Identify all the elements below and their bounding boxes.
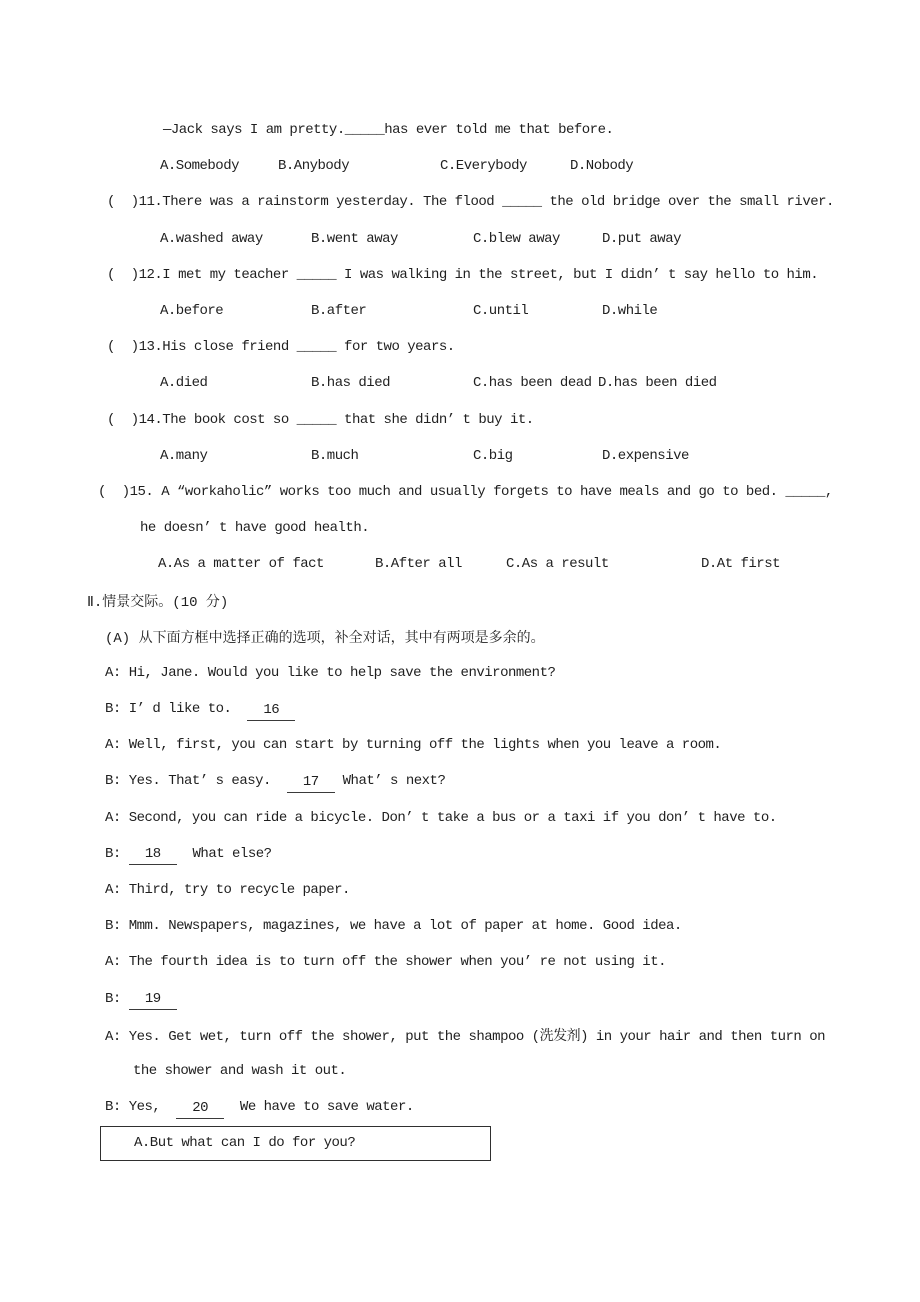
dialogue-line bbox=[0, 1017, 920, 1053]
dialogue-text: A: Hi, Jane. Would you like to help save the environment? bbox=[105, 664, 556, 681]
dialogue-line bbox=[0, 763, 920, 799]
section-heading-text: Ⅱ.情景交际。(10 分) bbox=[87, 594, 229, 611]
option-c: C.As a result bbox=[506, 556, 609, 573]
dialogue-line bbox=[0, 691, 920, 727]
question-11-options bbox=[0, 221, 920, 257]
dialogue-line bbox=[0, 1089, 920, 1125]
option-a: A.Somebody bbox=[160, 158, 240, 175]
option-d: D.while bbox=[602, 303, 658, 320]
option-c: C.Everybody bbox=[440, 158, 527, 175]
question-13-options bbox=[0, 365, 920, 401]
instruction-text: (A) 从下面方框中选择正确的选项，补全对话，其中有两项是多余的。 bbox=[105, 630, 545, 647]
question-10-options bbox=[0, 148, 920, 184]
option-b: B.much bbox=[311, 447, 359, 464]
option-b: B.Anybody bbox=[278, 158, 350, 175]
question-13-stem bbox=[0, 329, 920, 365]
option-b: B.has died bbox=[311, 375, 391, 392]
option-c: C.until bbox=[473, 303, 529, 320]
dialogue-line bbox=[0, 981, 920, 1017]
dialogue-line bbox=[0, 872, 920, 908]
question-text: he doesn’ t have good health. bbox=[140, 520, 370, 537]
option-c: C.has been dead bbox=[473, 375, 592, 392]
option-d: D.At first bbox=[701, 556, 781, 573]
option-d: D.Nobody bbox=[570, 158, 634, 175]
dialogue-text: the shower and wash it out. bbox=[133, 1062, 347, 1079]
blank-17: 17 bbox=[287, 772, 335, 793]
dialogue-line bbox=[0, 800, 920, 836]
option-c: C.big bbox=[473, 447, 513, 464]
question-14-options bbox=[0, 438, 920, 474]
blank-19: 19 bbox=[129, 989, 177, 1010]
question-14-stem bbox=[0, 402, 920, 438]
question-15-options bbox=[0, 546, 920, 582]
option-d: D.put away bbox=[602, 230, 682, 247]
option-b: B.After all bbox=[375, 556, 462, 573]
question-12-options bbox=[0, 293, 920, 329]
question-15-stem bbox=[0, 474, 920, 510]
question-10-stem-line2 bbox=[0, 112, 920, 148]
question-11-stem bbox=[0, 184, 920, 220]
question-text: ( )12.I met my teacher _____ I was walking in the street, but I didn’ t say hello to him. bbox=[107, 266, 819, 283]
dialogue-line bbox=[0, 836, 920, 872]
section-2-instruction bbox=[0, 619, 920, 655]
dialogue-text: B: Yes, bbox=[105, 1099, 177, 1116]
dialogue-text: B: bbox=[105, 990, 129, 1007]
blank-18: 18 bbox=[129, 844, 177, 865]
dialogue-text: A: Second, you can ride a bicycle. Don’ t take a bus or a taxi if you don’ t have to. bbox=[105, 809, 777, 826]
dialogue-text: A: Well, first, you can start by turning off the lights when you leave a room. bbox=[105, 737, 722, 754]
question-15-stem-line2 bbox=[0, 510, 920, 546]
dialogue-text: A: The fourth idea is to turn off the shower when you’ re not using it. bbox=[105, 954, 666, 971]
dialogue-text: A: Yes. Get wet, turn off the shower, put the shampoo (洗发剂) in your hair and then turn on bbox=[105, 1028, 826, 1045]
question-text: —Jack says I am pretty._____has ever told me that before. bbox=[163, 122, 614, 139]
question-text: ( )11.There was a rainstorm yesterday. The flood _____ the old bridge over the small river. bbox=[107, 194, 834, 211]
dialogue-text: B: bbox=[105, 845, 129, 862]
option-b: B.went away bbox=[311, 230, 398, 247]
option-a: A.died bbox=[160, 375, 208, 392]
question-text: ( )13.His close friend _____ for two years. bbox=[107, 339, 455, 356]
dialogue-line bbox=[0, 944, 920, 980]
box-option-a: A.But what can I do for you? bbox=[134, 1135, 356, 1152]
section-2-heading bbox=[0, 582, 920, 618]
option-c: C.blew away bbox=[473, 230, 560, 247]
option-a: A.As a matter of fact bbox=[158, 556, 324, 573]
question-12-stem bbox=[0, 257, 920, 293]
dialogue-text: A: Third, try to recycle paper. bbox=[105, 882, 350, 899]
answer-options-box bbox=[100, 1126, 491, 1161]
dialogue-text: B: Yes. That’ s easy. bbox=[105, 773, 287, 790]
blank-20: 20 bbox=[176, 1098, 224, 1119]
option-a: A.washed away bbox=[160, 230, 263, 247]
question-text: ( )15. A “workaholic” works too much and usually forgets to have meals and go to bed. _____, bbox=[98, 483, 833, 500]
option-d: D.has been died bbox=[598, 375, 717, 392]
option-a: A.before bbox=[160, 303, 224, 320]
dialogue-text: We have to save water. bbox=[224, 1099, 414, 1116]
dialogue-line bbox=[0, 908, 920, 944]
dialogue-text: B: Mmm. Newspapers, magazines, we have a lot of paper at home. Good idea. bbox=[105, 918, 682, 935]
blank-16: 16 bbox=[247, 700, 295, 721]
dialogue-line-continuation bbox=[0, 1053, 920, 1089]
option-b: B.after bbox=[311, 303, 367, 320]
question-text: ( )14.The book cost so _____ that she didn’ t buy it. bbox=[107, 411, 534, 428]
dialogue-text: What else? bbox=[176, 845, 272, 862]
dialogue-line bbox=[0, 655, 920, 691]
dialogue-text: B: I’ d like to. bbox=[105, 701, 248, 718]
option-d: D.expensive bbox=[602, 447, 689, 464]
option-a: A.many bbox=[160, 447, 208, 464]
dialogue-line bbox=[0, 727, 920, 763]
dialogue-text: What’ s next? bbox=[334, 773, 446, 790]
